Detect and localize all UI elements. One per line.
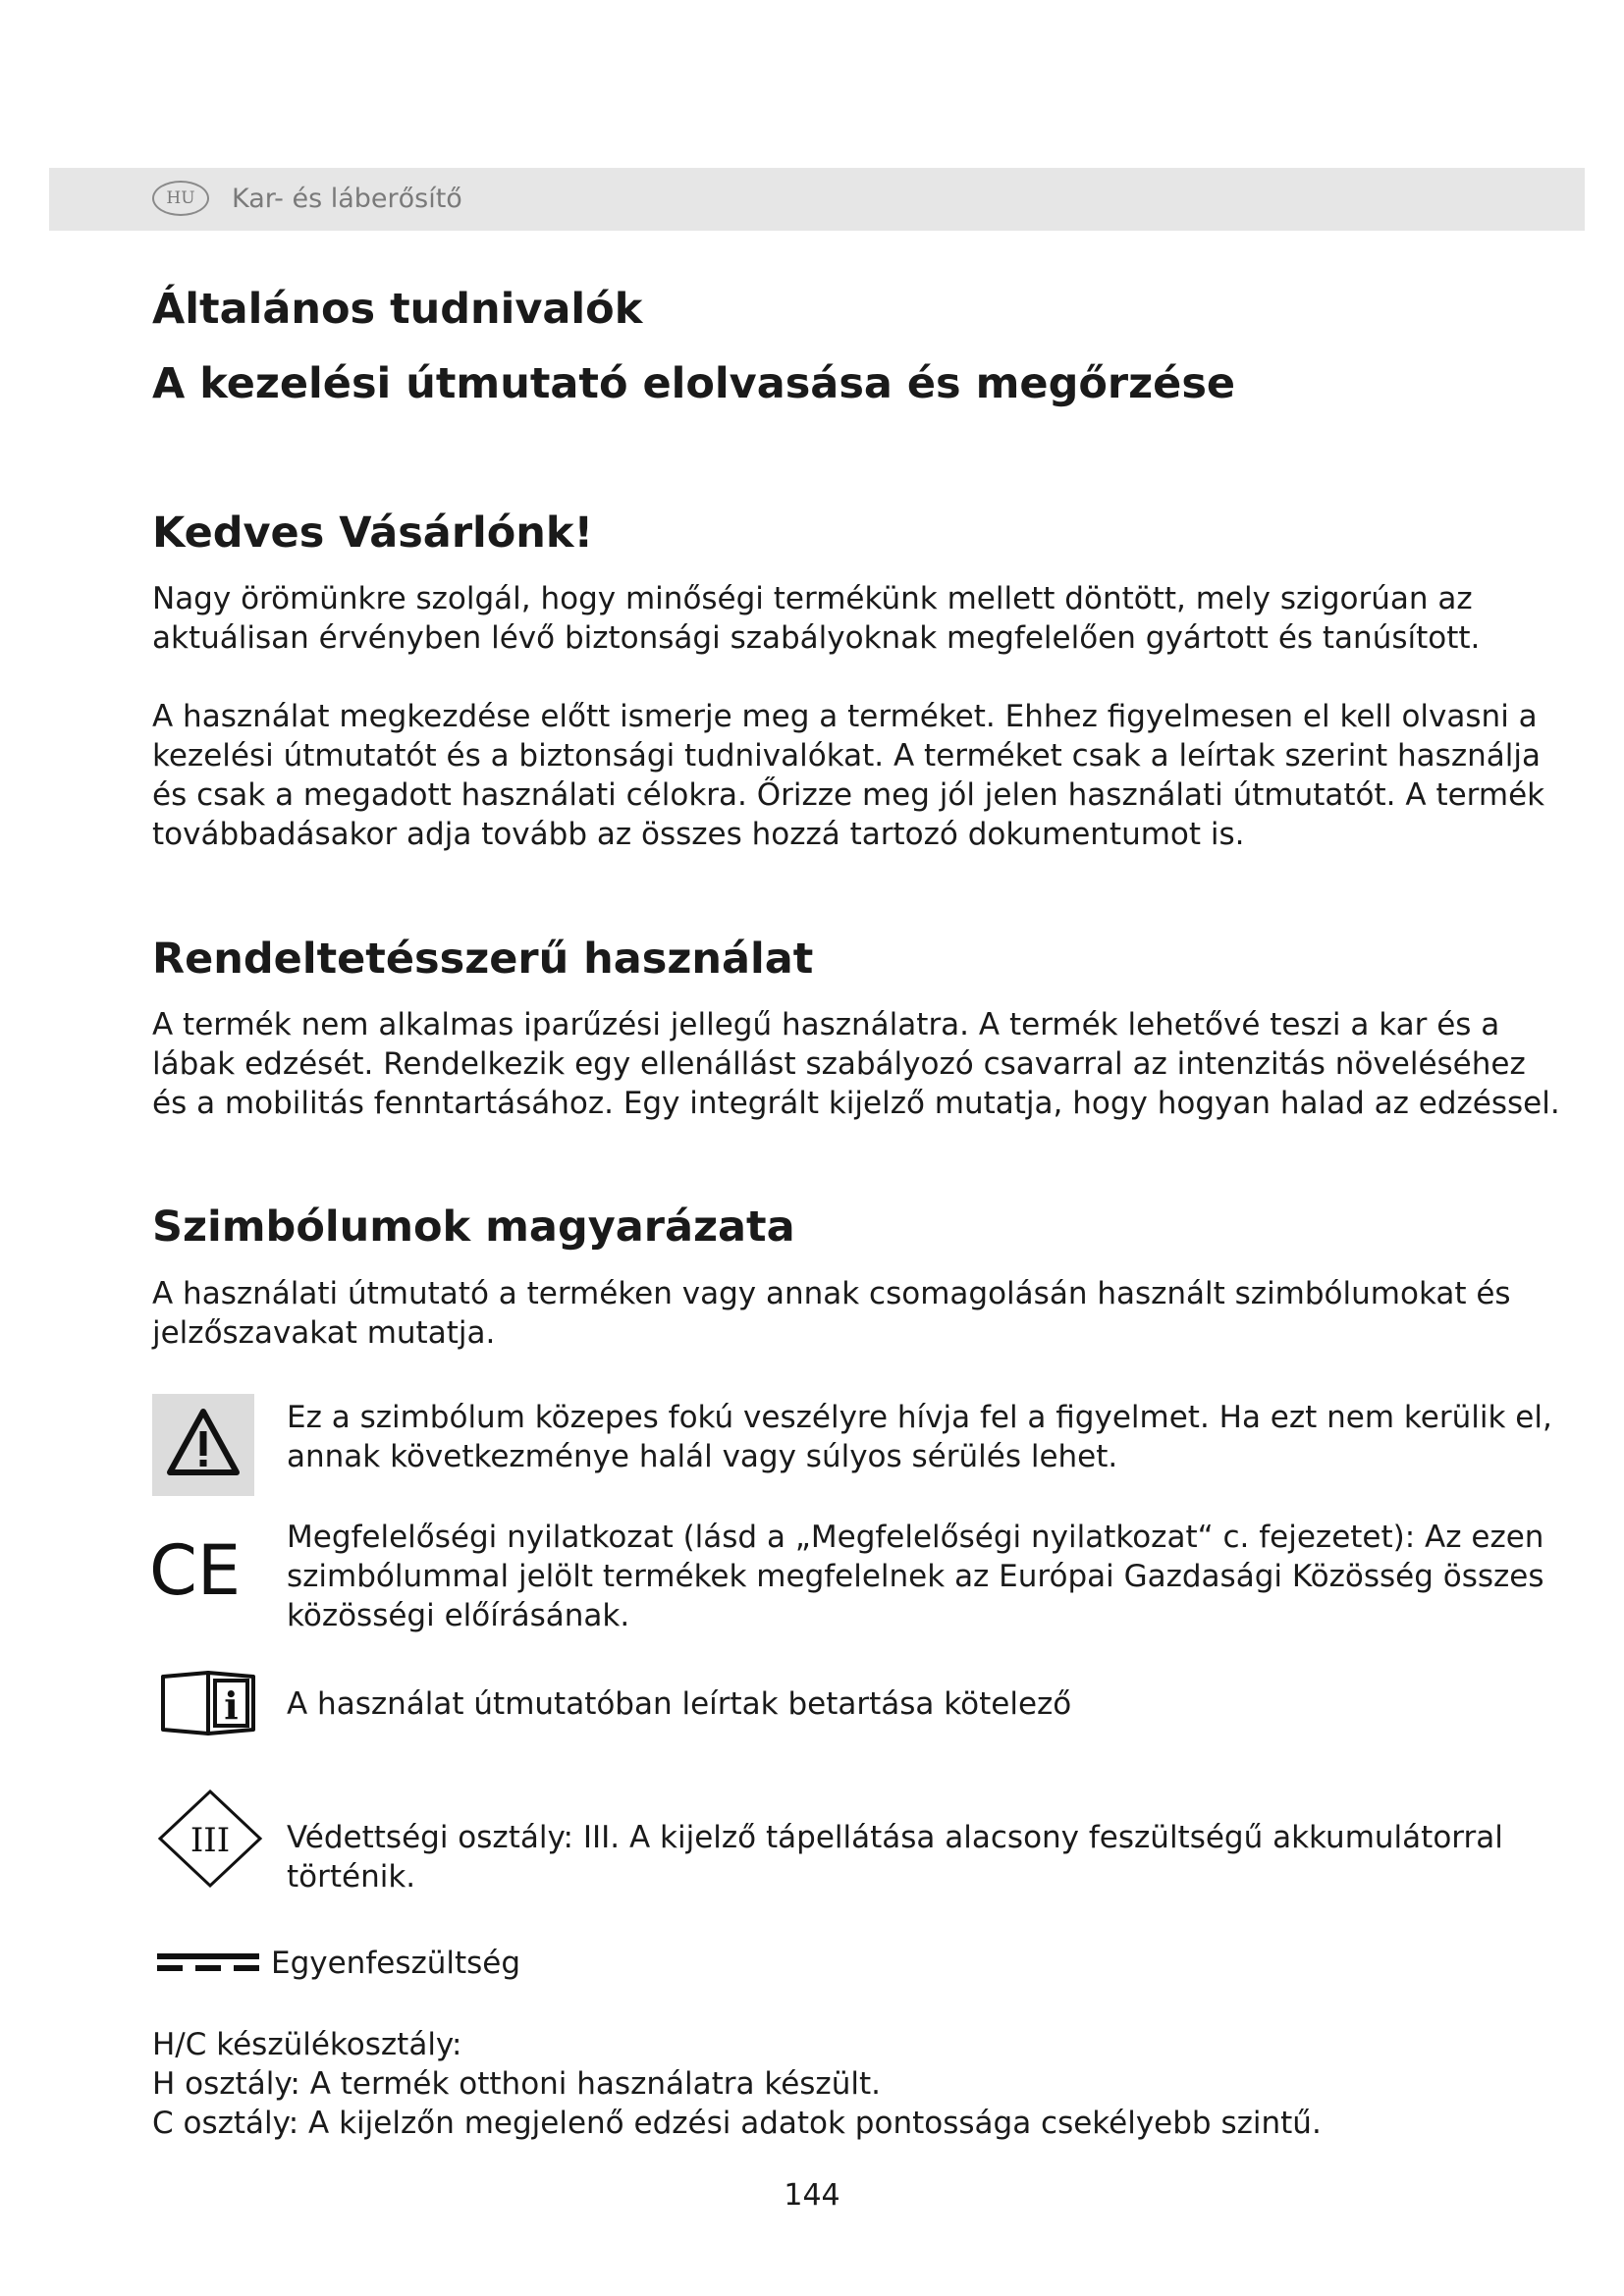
language-badge: HU — [152, 181, 209, 216]
text-line: annak következménye halál vagy súlyos sérülés lehet. — [287, 1439, 1118, 1474]
text-line: H osztály: A termék otthoni használatra készült. — [152, 2066, 881, 2102]
text-line: szimbólummal jelölt termékek megfelelnek az Európai Gazdasági Közösség összes — [287, 1559, 1544, 1594]
page-number: 144 — [784, 2178, 840, 2213]
text-line: H/C készülékosztály: — [152, 2027, 462, 2062]
text-line: történik. — [287, 1859, 416, 1895]
direct-current-icon — [157, 1953, 259, 1973]
heading-dear-customer: Kedves Vásárlónk! — [152, 508, 594, 558]
paragraph-greeting — [152, 579, 1480, 658]
paragraph-symbols-intro — [152, 1274, 1511, 1353]
manual-book-icon — [159, 1669, 261, 1737]
text-line: és csak a megadott használati célokra. Őrizze meg jól jelen használati útmutatót. A termék — [152, 777, 1545, 813]
text-line: és a mobilitás fenntartásához. Egy integrált kijelző mutatja, hogy hogyan halad az edzéssel. — [152, 1086, 1560, 1121]
svg-text:i: i — [224, 1683, 239, 1728]
text-line: Megfelelőségi nyilatkozat (lásd a „Megfelelőségi nyilatkozat“ c. fejezetet): Az ezen — [287, 1520, 1544, 1555]
text-line: Védettségi osztály: III. A kijelző tápellátása alacsony feszültségű akkumulátorral — [287, 1820, 1503, 1855]
warning-triangle-icon — [152, 1394, 254, 1496]
protection-class-description — [287, 1818, 1503, 1896]
text-line: C osztály: A kijelzőn megjelenő edzési adatok pontossága csekélyebb szintű. — [152, 2106, 1322, 2141]
ce-symbol-description — [287, 1518, 1544, 1635]
page-header — [49, 168, 1585, 231]
text-line: jelzőszavakat mutatja. — [152, 1315, 496, 1351]
ce-mark-text: CE — [149, 1536, 242, 1603]
manual-symbol-description: A használat útmutatóban leírtak betartása kötelező — [287, 1686, 1072, 1722]
text-line: kezelési útmutatót és a biztonsági tudnivalókat. A terméket csak a leírtak szerint használja — [152, 738, 1541, 774]
protection-class-mark: III — [189, 1821, 231, 1860]
device-class-section — [152, 2025, 1322, 2143]
heading-symbols: Szimbólumok magyarázata — [152, 1202, 795, 1252]
ce-mark-icon — [149, 1536, 259, 1603]
text-line: lábak edzését. Rendelkezik egy ellenállást szabályozó csavarral az intenzitás növeléséhez — [152, 1046, 1526, 1082]
text-line: A használati útmutató a terméken vagy annak csomagolásán használt szimbólumokat és — [152, 1276, 1511, 1311]
text-line: közösségi előírásának. — [287, 1598, 630, 1633]
text-line: továbbadásakor adja tovább az összes hozzá tartozó dokumentumot is. — [152, 817, 1245, 852]
dc-symbol-description: Egyenfeszültség — [271, 1946, 521, 1981]
heading-general-info: Általános tudnivalók — [152, 285, 643, 334]
protection-class-iii-icon — [157, 1789, 263, 1889]
text-line: A használat megkezdése előtt ismerje meg a terméket. Ehhez figyelmesen el kell olvasni a — [152, 699, 1538, 734]
paragraph-intended-use — [152, 1005, 1560, 1123]
warning-symbol-description — [287, 1398, 1552, 1476]
text-line: A termék nem alkalmas iparűzési jellegű használatra. A termék lehetővé teszi a kar és a — [152, 1007, 1500, 1042]
paragraph-instructions — [152, 697, 1544, 854]
header-title: Kar- és láberősítő — [232, 184, 462, 214]
heading-intended-use: Rendeltetésszerű használat — [152, 934, 814, 984]
text-line: Ez a szimbólum közepes fokú veszélyre hívja fel a figyelmet. Ha ezt nem kerülik el, — [287, 1400, 1552, 1435]
text-line: Nagy örömünkre szolgál, hogy minőségi termékünk mellett döntött, mely szigorúan az — [152, 581, 1473, 616]
heading-read-manual: A kezelési útmutató elolvasása és megőrzése — [152, 359, 1236, 408]
text-line: aktuálisan érvényben lévő biztonsági szabályoknak megfelelően gyártott és tanúsított. — [152, 620, 1481, 656]
